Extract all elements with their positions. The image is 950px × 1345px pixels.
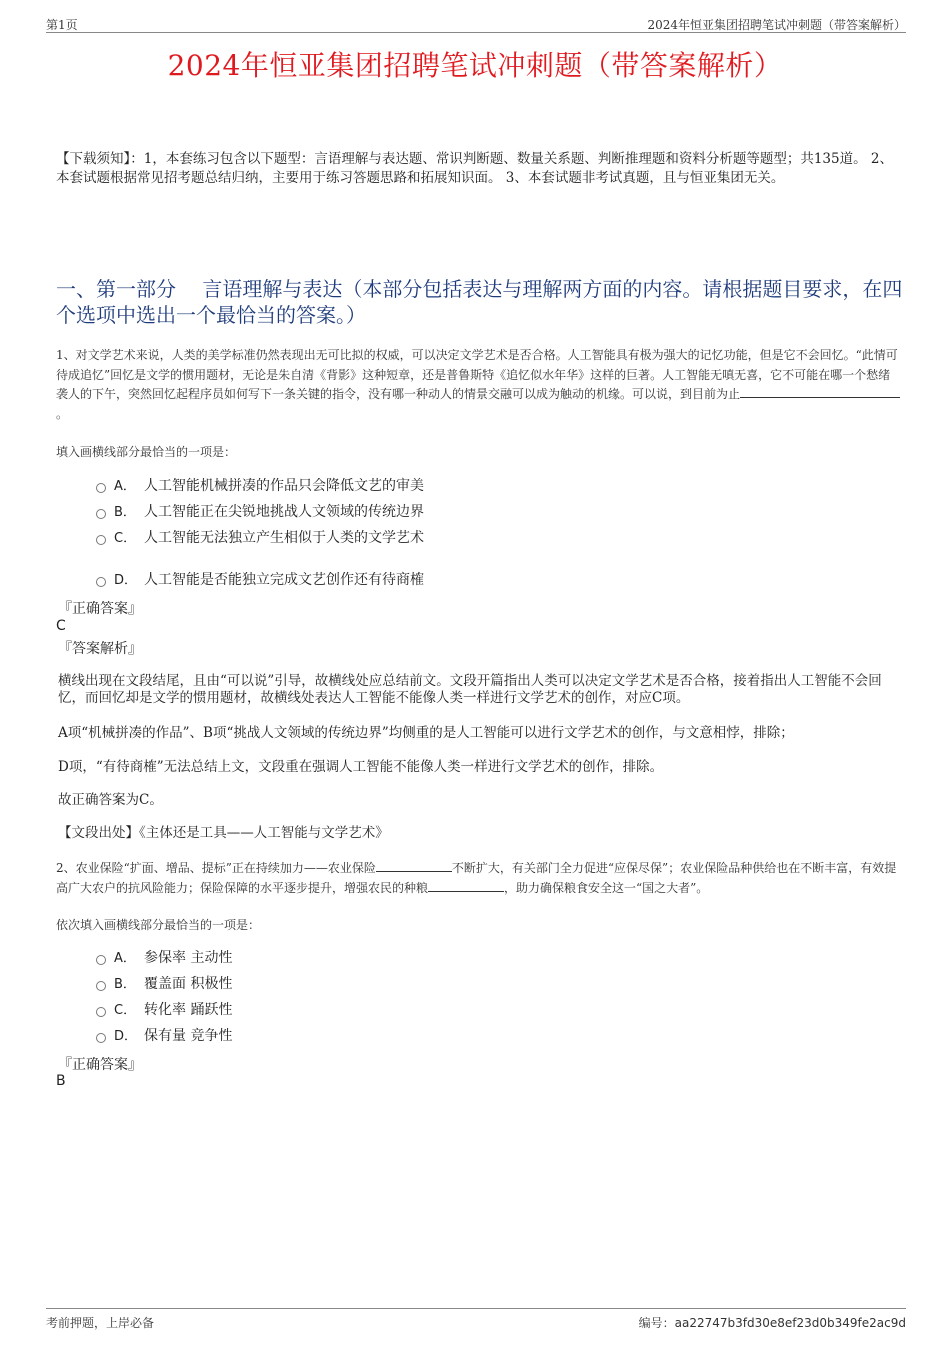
question-2-text: 2、农业保险“扩面、增品、提标”正在持续加力——农业保险 不断扩大，有关部门全力促进“应保尽保”；农业保险品种供给也在不断丰富，有效提高广大农户的抗风险能力；保险保障的水平逐步提升，增强农民的种粮 ，助力确保粮食安全这一“国之大者”。: [56, 861, 897, 895]
question-1-option-d[interactable]: D． 人工智能是否能独立完成文艺创作还有待商榷: [96, 570, 424, 590]
analysis-conclusion: 故正确答案为C。: [58, 792, 163, 808]
radio-icon[interactable]: [96, 1033, 106, 1043]
analysis-paragraph: D项，“有待商榷”无法总结上文，文段重在强调人工智能不能像人类一样进行文学艺术的创作，排除。: [58, 759, 664, 775]
correct-answer-label: 『正确答案』: [58, 601, 142, 617]
question-1-option-a[interactable]: A． 人工智能机械拼凑的作品只会降低文艺的审美: [96, 476, 424, 496]
question-2-option-a[interactable]: A． 参保率 主动性: [96, 948, 232, 968]
question-1-text: 1、对文学艺术来说，人类的美学标准仍然表现出无可比拟的权威，可以决定文学艺术是否合格。人工智能具有极为强大的记忆功能，但是它不会回忆。“此情可待成追忆”回忆是文学的惯用题材，无论是朱自清《背影》这种短章，还是普鲁斯特《追忆似水年华》这样的巨著。人工智能无嗔无喜，它不可能在哪一个愁绪袭人的下午，突然回忆起程序员如何写下一条关键的指令，没有哪一种动人的情景交融可以成为触动的机缘。可以说，到目前为止。: [56, 346, 901, 424]
header-doc-title: 2024年恒亚集团招聘笔试冲刺题（带答案解析）: [647, 18, 906, 32]
answer-blank: [376, 859, 452, 872]
analysis-paragraph: A项“机械拼凑的作品”、B项“挑战人文领域的传统边界”均侧重的是人工智能可以进行文学艺术的创作，与文意相悖，排除；: [58, 725, 794, 741]
correct-answer-value: C: [56, 618, 66, 634]
download-notice: 【下载须知】：1，本套练习包含以下题型：言语理解与表达题、常识判断题、数量关系题、判断推理题和资料分析题等题型；共135道。 2、本套试题根据常见招考题总结归纳，主要用于练习答题思路和拓展知识面。 3、本套试题非考试真题，且与恒亚集团无关。: [56, 151, 893, 186]
radio-icon[interactable]: [96, 509, 106, 519]
radio-icon[interactable]: [96, 1007, 106, 1017]
page-number: 第1页: [46, 18, 78, 32]
footer-slogan: 考前押题，上岸必备: [46, 1316, 155, 1330]
analysis-paragraph: 横线出现在文段结尾，且由“可以说”引导，故横线处应总结前文。文段开篇指出人类可以决定文学艺术是否合格，接着指出人工智能不会回忆，而回忆却是文学的惯用题材，故横线处表达人工智能不能像人类一样进行文学艺术的创作，对应C项。: [58, 673, 882, 706]
question-2-option-b[interactable]: B． 覆盖面 积极性: [96, 974, 232, 994]
page-header: [46, 14, 906, 33]
radio-icon[interactable]: [96, 535, 106, 545]
answer-blank: [740, 385, 900, 398]
radio-icon[interactable]: [96, 955, 106, 965]
document-title: 2024年恒亚集团招聘笔试冲刺题（带答案解析）: [167, 49, 783, 82]
analysis-label: 『答案解析』: [58, 641, 142, 657]
question-2-prompt: 依次填入画横线部分最恰当的一项是：: [56, 918, 261, 932]
document-code: 编号：aa22747b3fd30e8ef23d0b349fe2ac9d: [638, 1316, 906, 1330]
correct-answer-value: B: [56, 1073, 66, 1089]
question-2-option-d[interactable]: D． 保有量 竞争性: [96, 1026, 232, 1046]
question-1-option-c[interactable]: C． 人工智能无法独立产生相似于人类的文学艺术: [96, 528, 424, 548]
radio-icon[interactable]: [96, 483, 106, 493]
section-heading: 一、第一部分 言语理解与表达（本部分包括表达与理解两方面的内容。请根据题目要求，在四个选项中选出一个最恰当的答案。）: [56, 277, 903, 327]
radio-icon[interactable]: [96, 981, 106, 991]
text-source: 【文段出处】《主体还是工具——人工智能与文学艺术》: [58, 825, 389, 841]
page-footer: [46, 1308, 906, 1329]
question-1-option-b[interactable]: B． 人工智能正在尖锐地挑战人文领域的传统边界: [96, 502, 424, 522]
correct-answer-label: 『正确答案』: [58, 1057, 142, 1073]
answer-blank: [428, 879, 504, 892]
question-2-option-c[interactable]: C． 转化率 踊跃性: [96, 1000, 232, 1020]
radio-icon[interactable]: [96, 577, 106, 587]
question-1-prompt: 填入画横线部分最恰当的一项是：: [56, 445, 237, 459]
